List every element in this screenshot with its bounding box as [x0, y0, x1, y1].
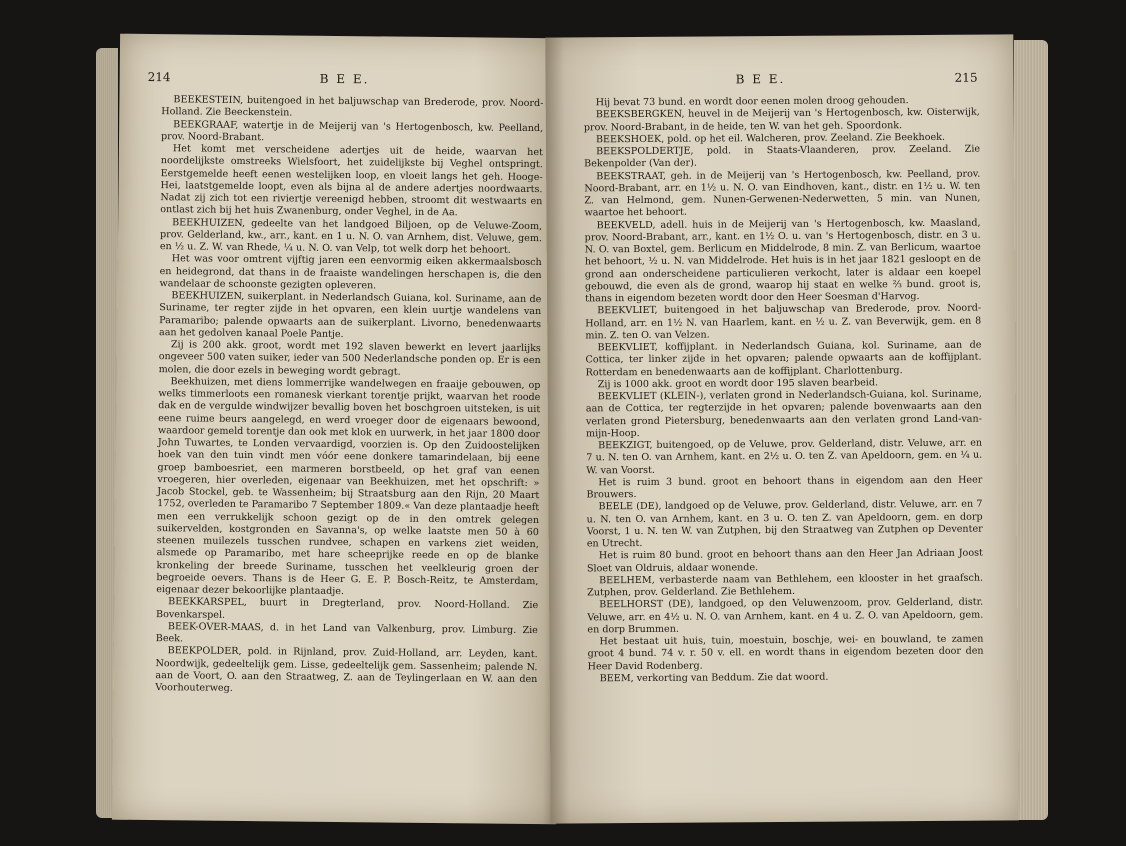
entry-paragraph: BEEKGRAAF, watertje in de Meijerij van 's Hertogenbosch, kw. Peelland, prov. Noord-Brabant.	[160, 118, 544, 143]
entry-paragraph: Het is ruim 3 bund. groot en behoort thans in eigendom aan den Heer Brouwers.	[586, 474, 983, 501]
entry-paragraph: BEELE (DE), landgoed op de Veluwe, prov. Gelderland, distr. Veluwe, arr. en 7 u. N. ten O. van Arnhem, kant. en 3 u. O. ten Z. van Apeldoorn, gem. en dorp Voorst, 1 u. N. ten W. van Zutphen, bij den Straatweg van Zutphen op Deventer en Utrecht.	[586, 498, 983, 550]
entry-paragraph: Het komt met verscheidene adertjes uit de heide, waarvan het noordelijkste omstreeks Wielsfoort, het zuidelijkste bij Veghel ontspringt. Eerstgemelde heeft eenen westelijken loop, en vloeit langs het geh. Hooge-Hei, laatstgemelde loopt, even als bijna al de andere adertjes noordwaarts. Nadat zij zich tot een riviertje vereenigd hebben, stroomt dit westwaarts en ontlast zich bij het huis Zwanenburg, onder Veghel, in de Aa.	[160, 143, 543, 219]
entry-paragraph: Het was voor omtrent vijftig jaren een eenvormig eiken akkermaalsbosch en heidegrond, dat thans in de fraaiste wandelingen herschapen is, die den wandelaar de schoonste gezigten opleveren.	[159, 253, 542, 292]
entry-paragraph: BEEKVLIET, koffijplant. in Nederlandsch Guiana, kol. Suriname, aan de Cottica, ter linker zijde in het opvaren; palende opwaarts aan de koffijplant. Rotterdam en benedenwaarts aan de koffijplant. Charlottenburg.	[585, 339, 982, 378]
entry-paragraph: Het bestaat uit huis, tuin, moestuin, boschje, wei- en bouwland, te zamen groot 4 bund. 74 v. r. 50 v. ell. en wordt thans in eigendom bezeten door den Heer David Rodenberg.	[587, 633, 984, 672]
entry-paragraph: BEEKKARSPEL, buurt in Dregterland, prov. Noord-Holland. Zie Bovenkarspel.	[155, 596, 539, 621]
entry-paragraph: BEEKSTRAAT, geh. in de Meijerij van 's Hertogenbosch, kw. Peelland, prov. Noord-Brabant, arr. en 1½ u. N. O. van Eindhoven, kant., distr. en 1½ u. W. ten Z. van Helmond, gem. Nunen-Gerwenen-Nederwetten, 5 min. van Nunen, waartoe het behoort.	[584, 168, 981, 219]
right-page-edges	[1014, 40, 1048, 820]
left-page-text	[155, 94, 543, 698]
right-page-number: 215	[954, 70, 978, 85]
right-page-header	[546, 70, 1014, 91]
left-running-head: B E E.	[319, 71, 370, 87]
entry-paragraph: BEEKSBERGKEN, heuvel in de Meijerij van 's Hertogenbosch, kw. Oisterwijk, prov. Noord-Brabant, in de heide, ten W. van het geh. Spoordonk.	[583, 106, 980, 133]
entry-paragraph: Zij is 200 akk. groot, wordt met 192 slaven bewerkt en levert jaarlijks ongeveer 500 vaten suiker, ieder van 500 Nederlandsche ponden op. Er is een molen, die door ezels in beweging wordt gebragt.	[158, 339, 541, 378]
left-page	[112, 34, 564, 825]
entry-paragraph: BEELHORST (DE), landgoed, op den Veluwenzoom, prov. Gelderland, distr. Veluwe, arr. en 4½ u. N. O. van Arnhem, kant. en 4 u. Z. O. van Apeldoorn, gem. en dorp Brummen.	[587, 596, 984, 636]
entry-paragraph: BEEKPOLDER, pold. in Rijnland, prov. Zuid-Holland, arr. Leyden, kant. Noordwijk, gedeeltelijk gem. Lisse, gedeeltelijk gem. Sassenheim; palende N. aan de Voort, O. aan den Straatweg, Z. aan de Teylingerlaan en W. aan den Voorhouterweg.	[155, 645, 538, 694]
entry-paragraph: BEEKHUIZEN, suikerplant. in Nederlandsch Guiana, kol. Suriname, aan de Suriname, ter regter zijde in het opvaren, een klein uurtje wandelens van Paramaribo; palende opwaarts aan de suikerplant. Livorno, benedenwaarts aan het gedolven kanaal Poele Pantje.	[158, 290, 542, 340]
right-page-text	[584, 95, 984, 686]
entry-paragraph: BEEK-OVER-MAAS, d. in het Land van Valkenburg, prov. Limburg. Zie Beek.	[155, 620, 538, 645]
entry-paragraph: Hij bevat 73 bund. en wordt door eenen molen droog gehouden.	[595, 95, 909, 109]
entry-paragraph: Beekhuizen, met diens lommerrijke wandelwegen en fraaije gebouwen, op welks timmerloots een romanesk vierkant torentje prijkt, waarvan het roode dak en de vergulde windwijzer bevallig boven het boschgroen uitsteken, is uit eene ruime beurs aangelegd, en werd vroeger door de eigenaars bewoond, waardoor gemeld torentje dan ook met klok en uurwerk, in het jaar 1800 door John Tuwartes, te Londen vervaardigd, voorzien is. Op den Zuidoostelijken hoek van den tuin vindt men vóór eene donkere tamarindelaan, bij eene groep bamboesriet, een marmeren borstbeeld, op het graf van eenen vroegeren, hier overleden, eigenaar van Beekhuizen, met het opschrift: » Jacob Stockel, geb. te Wassenheim; bij Straatsburg aan den Rijn, 20 Maart 1752, overleden te Paramaribo 7 September 1809.« Van deze plantaadje heeft men een verrukkelijk schoon gezigt op de in den omtrek gelegen suikervelden, kostgronden en Savanna's, op welke laatste men 50 à 60 steenen muilezels tusschen rundvee, schapen en varkens ziet weiden, alsmede op Paramaribo, met hare scheeprijke reede en op de blanke kronkeling der breede Suriname, tusschen het veelkleurig groen der begroeide oevers. Thans is de Heer G. E. P. Bosch-Reitz, te Amsterdam, eigenaar dezer bekoorlijke plantaadje.	[156, 375, 541, 598]
entry-paragraph: BEEKHUIZEN, gedeelte van het landgoed Biljoen, op de Veluwe-Zoom, prov. Gelderland, kw., arr., kant. en 1 u. N. O. van Arnhem, dist. Veluwe, gem. en ½ u. Z. W. van Rhede, ¼ u. N. O. van Velp, tot welk dorp het behoort.	[159, 216, 543, 256]
right-page	[545, 34, 1018, 823]
entry-paragraph: BEEKZIGT, buitengoed, op de Veluwe, prov. Gelderland, distr. Veluwe, arr. en 7 u. N. ten O. van Arnhem, kant. en 2½ u. O. ten Z. van Apeldoorn, gem. en ¼ u. W. van Voorst.	[586, 437, 983, 476]
left-page-number: 214	[147, 69, 171, 85]
entry-paragraph: BEEKESTEIN, buitengoed in het baljuwschap van Brederode, prov. Noord-Holland. Zie Beeckenstein.	[161, 94, 544, 119]
left-page-header	[120, 70, 564, 93]
entry-paragraph: BEEKVLIET, buitengoed in het baljuwschap van Brederode, prov. Noord-Holland, arr. en 1½ N. van Haarlem, kant. en ½ u. Z. van Beverwijk, gem. en 8 min. Z. ten O. van Velzen.	[585, 302, 982, 342]
right-running-head: B E E.	[735, 71, 786, 87]
entry-paragraph: Het is ruim 80 bund. groot en behoort thans aan den Heer Jan Adriaan Joost Sloet van Oldruis, aldaar wonende.	[586, 547, 983, 574]
entry-paragraph: BEEKSHOEK, pold. op het eil. Walcheren, prov. Zeeland. Zie Beekhoek.	[595, 131, 946, 146]
entry-paragraph: BEEKSPOLDERTJE, pold. in Staats-Vlaanderen, prov. Zeeland. Zie Bekenpolder (Van der).	[584, 143, 981, 170]
entry-paragraph: BEEM, verkorting van Beddum. Zie dat woord.	[599, 671, 829, 685]
entry-paragraph: BEELHEM, verbasterde naam van Bethlehem, een klooster in het graafsch. Zutphen, prov. Gelderland. Zie Bethlehem.	[587, 572, 984, 599]
entry-paragraph: BEEKVELD, adell. huis in de Meijerij van 's Hertogenbosch, kw. Maasland, prov. Noord-Brabant, arr., kant. en 1½ O. u. van 's Hertogenbosch, distr. en 3 u. N. O. van Boxtel, gem. Berlicum en Middelrode, 8 min. Z. van Berlicum, waartoe het behoort, ½ u. N. van Middelrode. Het huis is in het jaar 1821 gesloopt en de grond aan onderscheidene particulieren verkocht, later is aldaar een koepel gebouwd, die even als de grond, waarop hij staat en welke ⅔ bund. groot is, thans in eigendom bezeten wordt door den Heer Soesman d'Harvog.	[584, 217, 982, 305]
entry-paragraph: BEEKVLIET (KLEIN-), verlaten grond in Nederlandsch-Guiana, kol. Suriname, aan de Cottica, ter regterzijde in het opvaren; palende bovenwaarts aan den verlaten grond Pietersburg, benedenwaarts aan den verlaten grond Land-van-mijn-Hoop.	[585, 388, 982, 440]
entry-paragraph: Zij is 1000 akk. groot en wordt door 195 slaven bearbeid.	[597, 377, 879, 391]
